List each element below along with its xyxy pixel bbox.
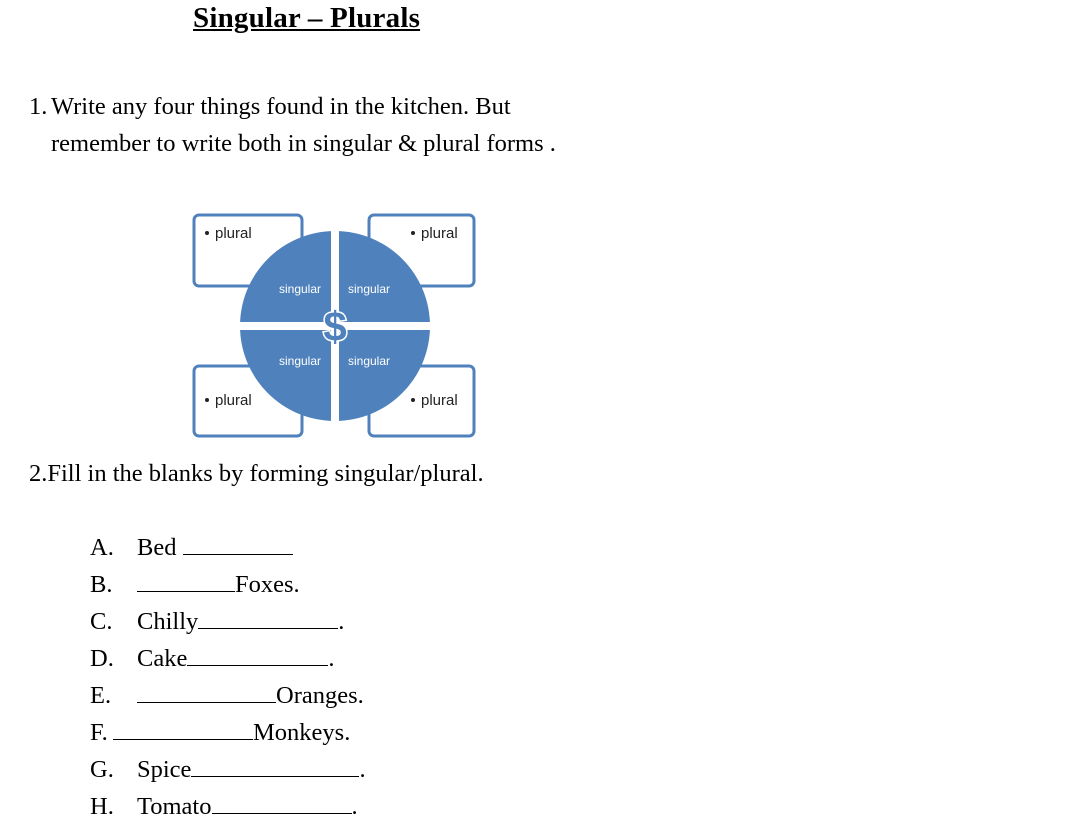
- item-letter: H.: [90, 793, 114, 820]
- plural-label-bottom-right: plural: [421, 392, 458, 409]
- item-suffix: .: [338, 608, 345, 635]
- answer-blank[interactable]: [113, 715, 253, 740]
- item-letter: E.: [90, 682, 112, 709]
- bullet-icon: [411, 398, 415, 402]
- singular-plural-diagram: [188, 208, 484, 444]
- plural-label-bottom-left: plural: [215, 392, 252, 409]
- item-letter: F.: [90, 719, 108, 746]
- question-2-number: 2.: [29, 460, 48, 487]
- page-title: Singular – Plurals: [193, 2, 421, 34]
- question-1-text: Write any four things found in the kitchen. But remember to write both in singular & plural forms .: [51, 93, 556, 157]
- bullet-icon: [205, 231, 209, 235]
- item-suffix: .: [328, 645, 335, 672]
- answer-blank[interactable]: [187, 641, 328, 666]
- singular-label-top-right: singular: [347, 282, 391, 296]
- item-suffix: Oranges.: [276, 682, 364, 709]
- item-word: Chilly: [137, 608, 199, 635]
- bullet-icon: [411, 231, 415, 235]
- answer-blank[interactable]: [198, 604, 338, 629]
- answer-blank[interactable]: [212, 789, 352, 814]
- bullet-icon: [205, 398, 209, 402]
- answer-blank[interactable]: [183, 530, 293, 555]
- plural-label-top-left: plural: [215, 225, 252, 242]
- item-suffix: Foxes.: [235, 571, 300, 598]
- answer-blank[interactable]: [191, 752, 359, 777]
- item-word: Cake: [137, 645, 188, 672]
- item-letter: A.: [90, 534, 114, 561]
- item-suffix: .: [359, 756, 366, 783]
- singular-label-bottom-left: singular: [278, 354, 322, 368]
- question-2: [29, 455, 484, 492]
- answer-blank[interactable]: [137, 678, 276, 703]
- item-letter: D.: [90, 645, 114, 672]
- singular-label-bottom-right: singular: [347, 354, 391, 368]
- item-suffix: Monkeys.: [253, 719, 351, 746]
- center-symbol-icon: $: [323, 303, 347, 350]
- item-word: Bed: [137, 534, 177, 561]
- item-letter: C.: [90, 608, 113, 635]
- item-word: Tomato: [137, 793, 212, 820]
- answer-blank[interactable]: [137, 567, 235, 592]
- item-letter: G.: [90, 756, 114, 783]
- question-2-text: Fill in the blanks by forming singular/plural.: [47, 460, 484, 487]
- item-letter: B.: [90, 571, 113, 598]
- plural-label-top-right: plural: [421, 225, 458, 242]
- question-1-number: 1.: [29, 93, 48, 120]
- item-word: Spice: [137, 756, 192, 783]
- item-suffix: .: [351, 793, 358, 820]
- singular-label-top-left: singular: [278, 282, 322, 296]
